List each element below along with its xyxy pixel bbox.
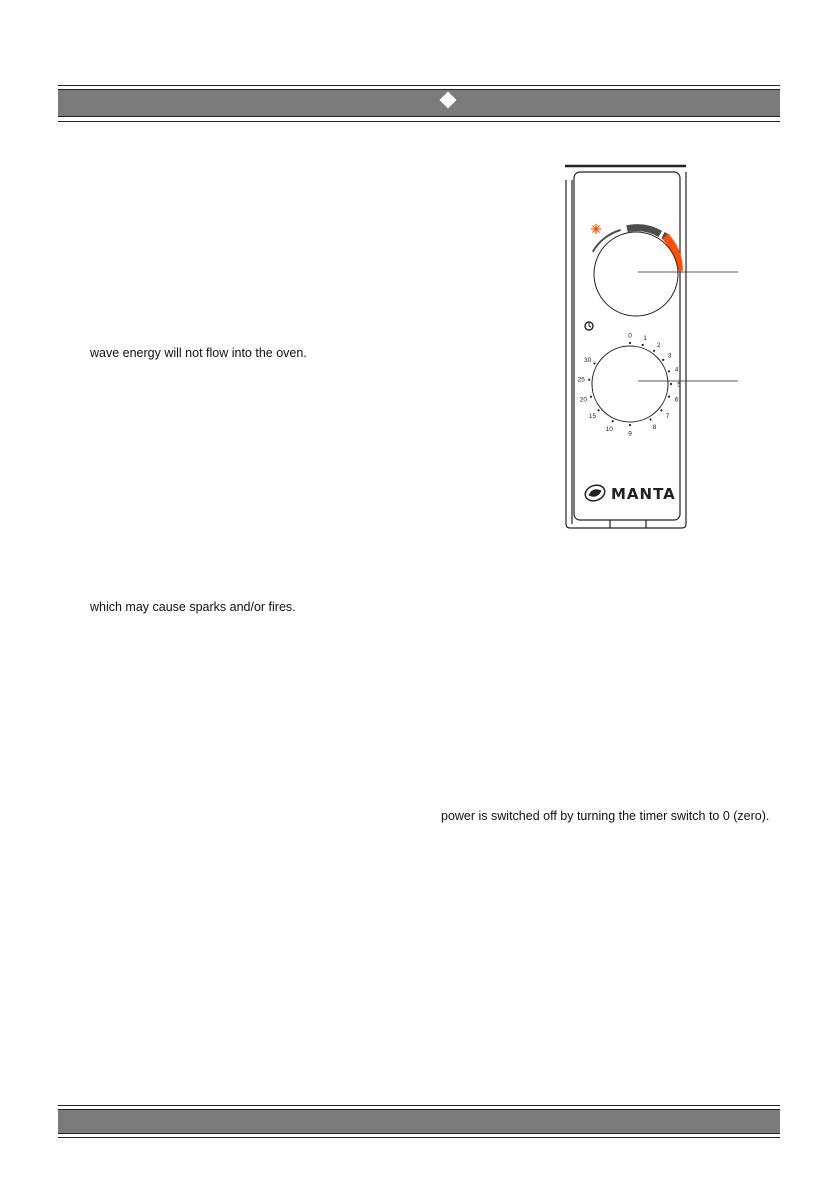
timer-tick — [588, 379, 590, 381]
timer-scale-label: 9 — [628, 430, 632, 438]
body-text-line: wave energy will not flow into the oven. — [90, 346, 307, 360]
footer-bottom-rule — [58, 1137, 780, 1138]
timer-tick — [593, 362, 595, 364]
timer-scale-label: 30 — [583, 357, 592, 364]
timer-tick — [629, 424, 631, 426]
brand-logo — [583, 483, 676, 504]
timer-scale-label: 25 — [577, 376, 585, 384]
timer-scale-label: 2 — [656, 341, 661, 349]
footer-top-rule — [58, 1105, 780, 1106]
timer-tick — [660, 409, 662, 411]
microwave-power-icon — [591, 224, 601, 234]
timer-tick — [653, 350, 655, 352]
clock-icon — [585, 322, 593, 330]
timer-scale-label: 0 — [628, 332, 632, 340]
timer-scale-label: 6 — [674, 396, 679, 404]
timer-scale-label: 20 — [579, 396, 588, 404]
body-text-line: which may cause sparks and/or fires. — [90, 600, 296, 614]
timer-tick — [670, 383, 672, 385]
timer-scale-label: 5 — [677, 381, 681, 389]
timer-scale-label: 3 — [667, 352, 672, 360]
power-dial — [591, 224, 679, 316]
timer-tick — [590, 396, 592, 398]
timer-tick — [642, 344, 644, 346]
timer-tick — [668, 370, 670, 372]
timer-tick — [598, 409, 600, 411]
timer-tick — [612, 420, 614, 422]
timer-tick — [662, 359, 664, 361]
timer-scale-label: 15 — [588, 413, 597, 420]
timer-scale-label: 4 — [674, 366, 679, 374]
timer-scale-label: 7 — [665, 413, 670, 420]
timer-scale-label: 10 — [605, 425, 613, 433]
brand-wordmark: MANTA — [611, 485, 676, 503]
footer-band — [58, 1109, 780, 1134]
timer-scale-label: 1 — [643, 334, 647, 342]
timer-scale-label: 8 — [652, 423, 657, 431]
timer-dial — [578, 322, 682, 438]
body-text-line: power is switched off by turning the timer switch to 0 (zero). — [441, 809, 770, 823]
timer-tick — [668, 396, 670, 398]
timer-tick — [629, 342, 631, 344]
timer-tick — [649, 418, 651, 420]
